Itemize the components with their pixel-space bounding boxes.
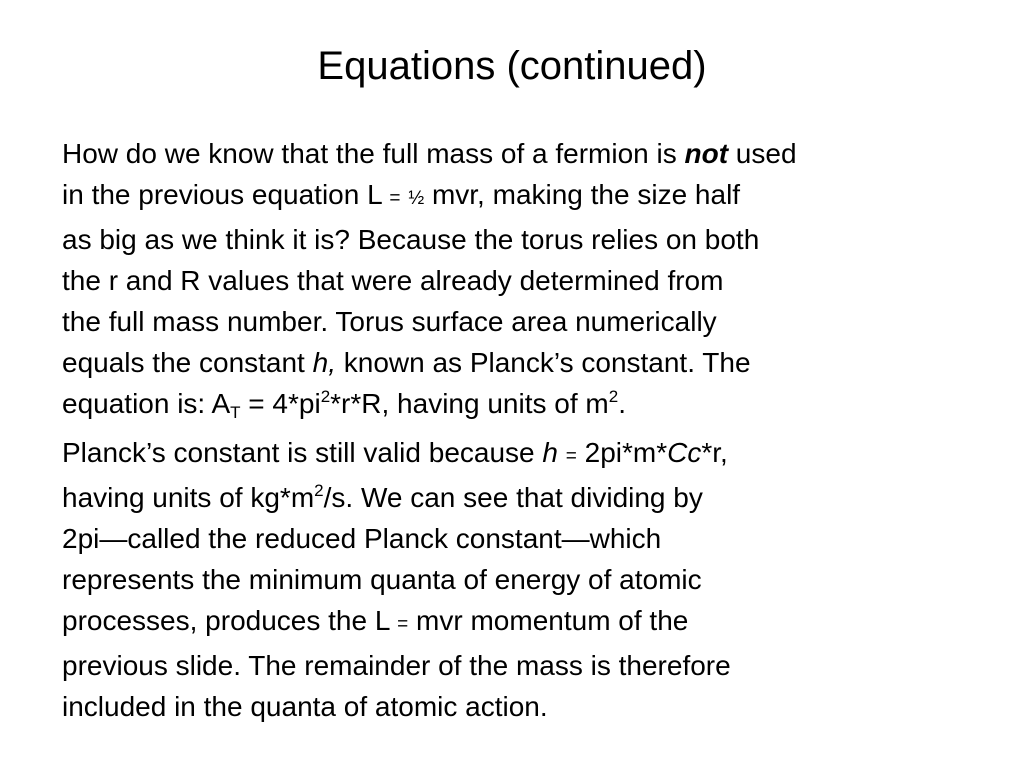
text-segment: . — [618, 388, 626, 419]
text-segment: in the previous equation L — [62, 179, 390, 210]
text-segment: How do we know that the full mass of a fermion is — [62, 138, 685, 169]
text-segment: mvr momentum of the — [408, 605, 689, 636]
cc-italic: Cc — [667, 437, 702, 468]
paragraph-fermion-mass — [62, 133, 962, 424]
emphasis-not: not — [684, 138, 729, 169]
text-segment: processes, produces the L — [62, 605, 398, 636]
one-half: ½ — [408, 188, 425, 209]
line — [62, 600, 962, 645]
text-segment: equals the constant — [62, 347, 313, 378]
line: 2pi—called the reduced Planck constant—which — [62, 523, 662, 554]
equals-sign: = — [389, 188, 401, 209]
line — [62, 432, 962, 477]
line — [62, 342, 962, 383]
text-segment — [558, 437, 566, 468]
planck-h-italic: h — [542, 437, 558, 468]
text-segment: *r*R, having units of m — [330, 388, 609, 419]
line — [62, 383, 962, 424]
superscript-2: 2 — [320, 387, 331, 406]
line — [62, 174, 962, 219]
line — [62, 477, 962, 518]
text-segment: having units of kg*m — [62, 482, 315, 513]
text-segment: = 4*pi — [240, 388, 321, 419]
text-segment: equation is: A — [62, 388, 231, 419]
superscript-2: 2 — [314, 481, 324, 500]
slide-body — [62, 133, 962, 735]
line: the r and R values that were already determined from — [62, 265, 724, 296]
text-segment: known as Planck’s constant. The — [335, 347, 751, 378]
equals-sign: = — [565, 446, 577, 467]
line: previous slide. The remainder of the mass is therefore — [62, 650, 731, 681]
paragraph-planck-constant — [62, 432, 962, 727]
text-segment: mvr, making the size half — [424, 179, 741, 210]
line: as big as we think it is? Because the torus relies on both — [62, 224, 760, 255]
line: represents the minimum quanta of energy of atomic — [62, 564, 702, 595]
text-segment: Planck’s constant is still valid because — [62, 437, 543, 468]
equals-sign: = — [397, 614, 409, 635]
text-segment: *r, — [701, 437, 728, 468]
subscript-t: T — [230, 403, 241, 422]
text-segment: /s. We can see that dividing by — [323, 482, 703, 513]
line — [62, 133, 962, 174]
line: included in the quanta of atomic action. — [62, 691, 548, 722]
text-segment: 2pi*m* — [576, 437, 668, 468]
text-segment: used — [728, 138, 797, 169]
line: the full mass number. Torus surface area numerically — [62, 306, 717, 337]
slide-title: Equations (continued) — [317, 44, 707, 88]
planck-h-italic: h, — [312, 347, 336, 378]
superscript-2: 2 — [608, 387, 619, 406]
